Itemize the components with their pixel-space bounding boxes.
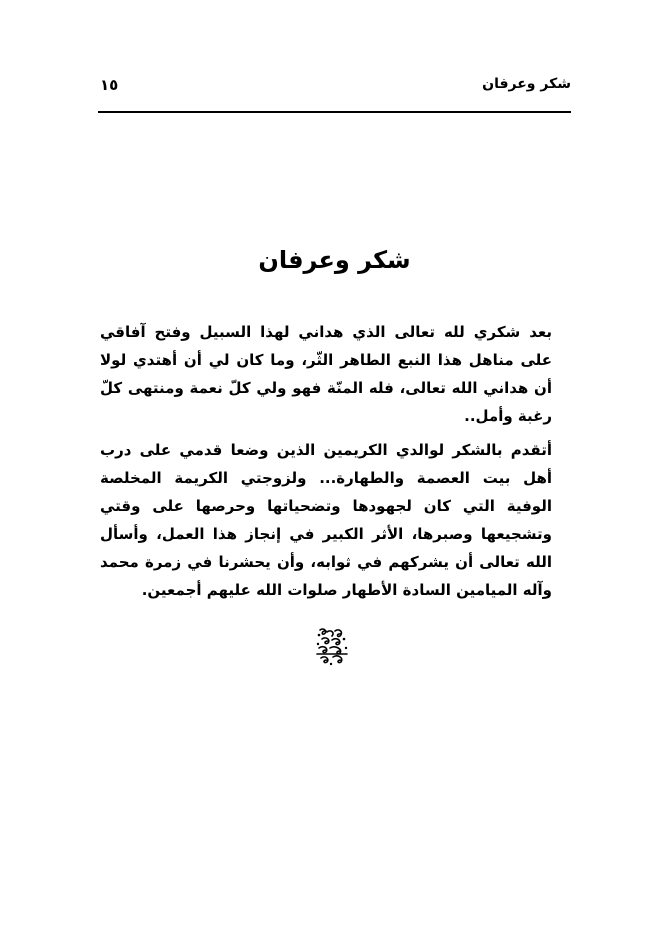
running-header xyxy=(98,74,571,100)
floral-ornament-icon xyxy=(313,626,351,666)
body-text xyxy=(100,318,552,610)
page-number: ١٥ xyxy=(100,76,119,94)
paragraph: أتقدم بالشكر لوالدي الكريمين الذين وضعا قدمي على درب أهل بيت العصمة والطهارة... ولزوجتي الكريمة المخلصة الوفية التي كان لجهودها وتضحياتها وحرصها على وقتي وتشجيعها وصبرها، الأثر الكبير في إنجاز هذا العمل، وأسأل الله تعالى أن يشركهم في ثوابه، وأن يحشرنا في زمرة محمد وآله الميامين السادة الأطهار صلوات الله عليهم أجمعين. xyxy=(100,441,552,599)
chapter-title: شكر وعرفان xyxy=(258,246,411,274)
paragraph: بعد شكري لله تعالى الذي هداني لهذا السبيل وفتح آفاقي على مناهل هذا النبع الطاهر الثّر، وما كان لي أن أهتدي لولا أن هداني الله تعالى، فله المنّة فهو ولي كلّ نعمة ومنتهى كلّ رغبة وأمل.. xyxy=(100,323,552,425)
header-divider xyxy=(98,111,571,113)
running-title: شكر وعرفان xyxy=(482,76,571,92)
